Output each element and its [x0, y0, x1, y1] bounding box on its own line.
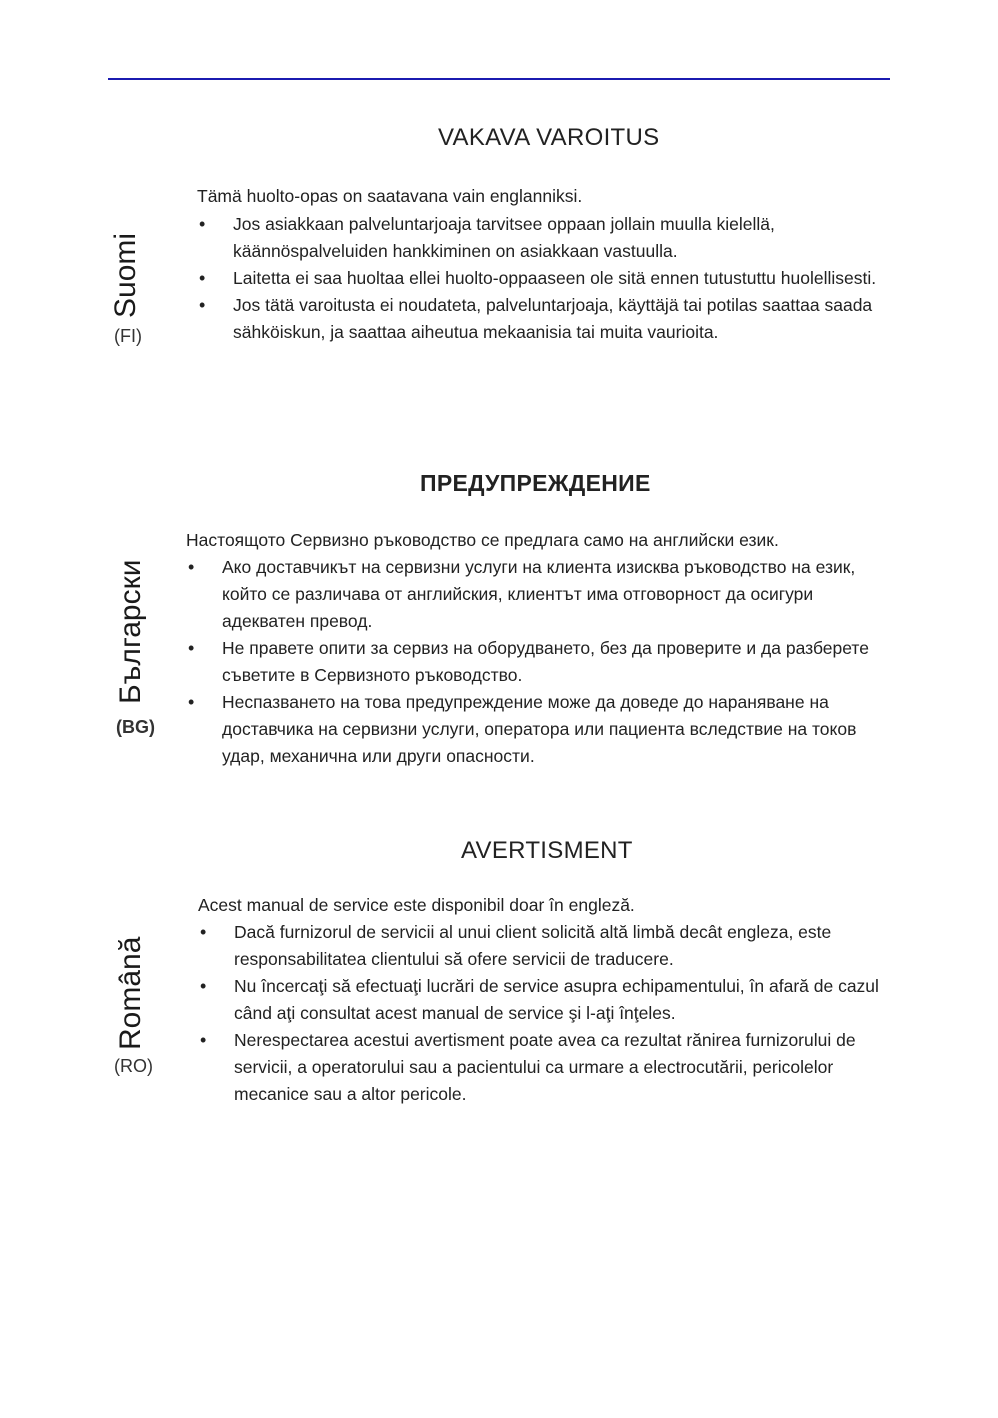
- language-code: (BG): [116, 717, 155, 737]
- warning-list: [197, 211, 897, 346]
- list-item: • Nerespectarea acestui avertisment poate avea ca rezultat rănirea furnizorului de servicii, a operatorului sau a pacientului ca urmare a electrocutării, pericolelor mecanice sau a altor pericole.: [198, 1027, 898, 1108]
- section-heading: ПРЕДУПРЕЖДЕНИЕ: [420, 470, 651, 496]
- language-code: (FI): [114, 326, 142, 346]
- language-code: (RO): [114, 1056, 153, 1076]
- list-item: • Не правете опити за сервиз на оборудването, без да проверите и да разберете съветите в Сервизното ръководство.: [186, 635, 886, 689]
- list-item: • Ако доставчикът на сервизни услуги на клиента изисква ръководство на език, който се различава от английския, клиентът има отговорност да осигури адекватен превод.: [186, 554, 886, 635]
- section-heading: VAKAVA VAROITUS: [438, 124, 660, 151]
- language-label: Български: [114, 559, 147, 704]
- list-item: • Dacă furnizorul de servicii al unui client solicită altă limbă decât engleza, este responsabilitatea clientului să ofere servicii de traducere.: [198, 919, 898, 973]
- intro-text: Acest manual de service este disponibil doar în engleză.: [198, 895, 635, 915]
- header-rule: [108, 78, 890, 80]
- list-item: • Jos tätä varoitusta ei noudateta, palveluntarjoaja, käyttäjä tai potilas saattaa saada sähköiskun, ja saattaa aiheutua mekaanisia tai muita vaurioita.: [197, 292, 897, 346]
- language-label: Suomi: [109, 232, 142, 318]
- list-item: • Nu încercaţi să efectuaţi lucrări de service asupra echipamentului, în afară de cazul când aţi consultat acest manual de service şi l-aţi înţeles.: [198, 973, 898, 1027]
- language-label: Română: [114, 936, 147, 1050]
- intro-text: Настоящото Сервизно ръководство се предлага само на английски език.: [186, 530, 779, 550]
- warning-list: [186, 554, 886, 770]
- section-heading: AVERTISMENT: [461, 837, 633, 864]
- list-item: • Неспазването на това предупреждение може да доведе до нараняване на доставчика на сервизни услуги, оператора или пациента вследствие на токов удар, механична или други опасности.: [186, 689, 886, 770]
- warning-list: [198, 919, 898, 1108]
- list-item: • Jos asiakkaan palveluntarjoaja tarvitsee oppaan jollain muulla kielellä, käännöspalveluiden hankkiminen on asiakkaan vastuulla.: [197, 211, 897, 265]
- list-item: • Laitetta ei saa huoltaa ellei huolto-oppaaseen ole sitä ennen tutustuttu huolellisesti.: [197, 265, 897, 292]
- intro-text: Tämä huolto-opas on saatavana vain englanniksi.: [197, 186, 583, 206]
